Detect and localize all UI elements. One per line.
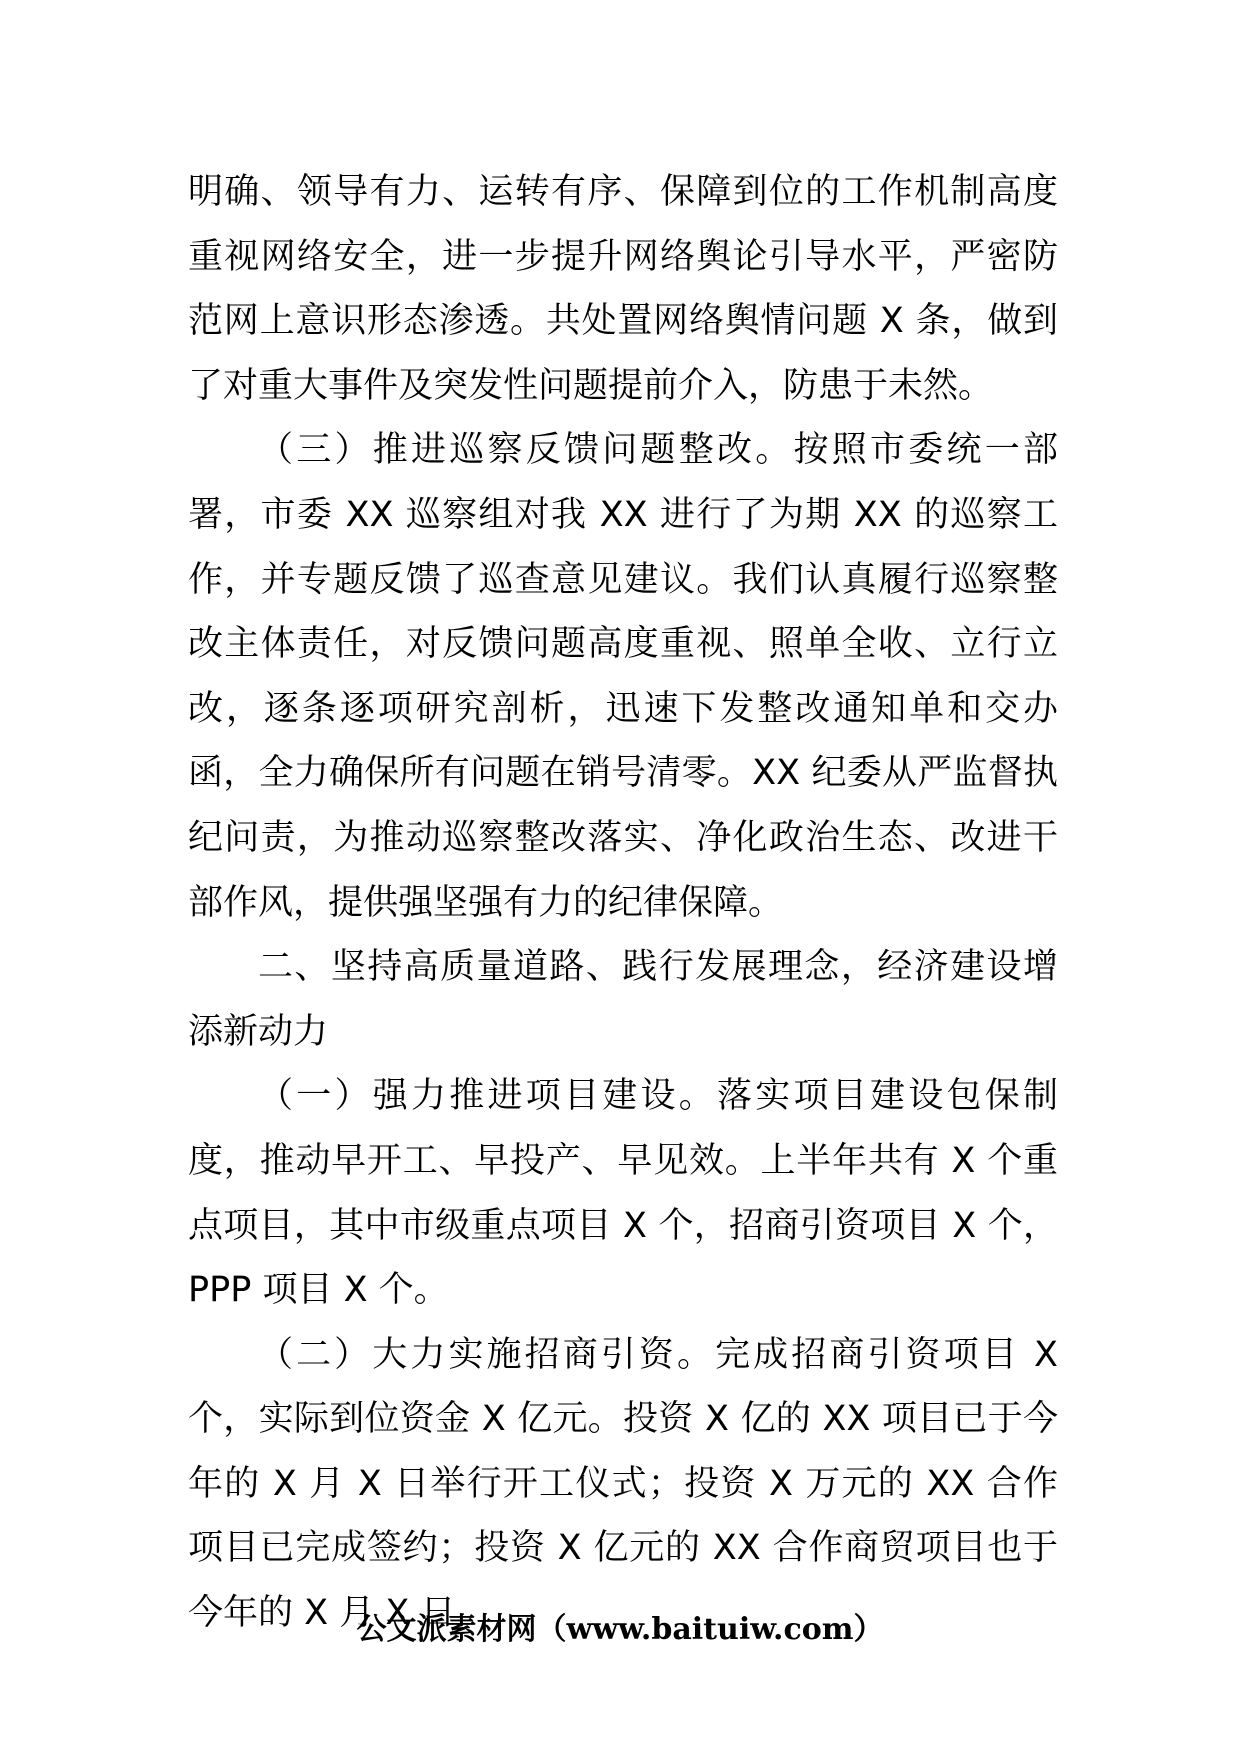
section-heading-economic: 二、坚持高质量道路、践行发展理念，经济建设增添新动力 (188, 947, 1058, 1052)
document-body (188, 160, 1058, 1646)
paragraph-continuation: 明确、领导有力、运转有序、保障到位的工作机制高度重视网络安全，进一步提升网络舆论引导水平，严密防范网上意识形态渗透。共处置网络舆情问题 X 条，做到了对重大事件及突发性问题提前介入，防患于未然。 (188, 172, 1058, 406)
page-footer-watermark: 公文派素材网（www.baituiw.com） (356, 1612, 884, 1647)
paragraph-investment-promotion: （二）大力实施招商引资。完成招商引资项目 X 个，实际到位资金 X 亿元。投资 X 亿的 XX 项目已于今年的 X 月 X 日举行开工仪式；投资 X 万元的 XX 合作项目已完成签约；投资 X 亿元的 XX 合作商贸项目也于今年的 X 月 X 日 (188, 1334, 1058, 1634)
paragraph-inspection-rectification: （三）推进巡察反馈问题整改。按照市委统一部署，市委 XX 巡察组对我 XX 进行了为期 XX 的巡察工作，并专题反馈了巡查意见建议。我们认真履行巡察整改主体责任，对反馈问题高度重视、照单全收、立行立改，逐条逐项研究剖析，迅速下发整改通知单和交办函，全力确保所有问题在销号清零。XX 纪委从严监督执纪问责，为推动巡察整改落实、净化政治生态、改进干部作风，提供强坚强有力的纪律保障。 (188, 430, 1058, 923)
paragraph-project-construction: （一）强力推进项目建设。落实项目建设包保制度，推动早开工、早投产、早见效。上半年共有 X 个重点项目，其中市级重点项目 X 个，招商引资项目 X 个，PPP 项目 X 个。 (188, 1076, 1058, 1311)
